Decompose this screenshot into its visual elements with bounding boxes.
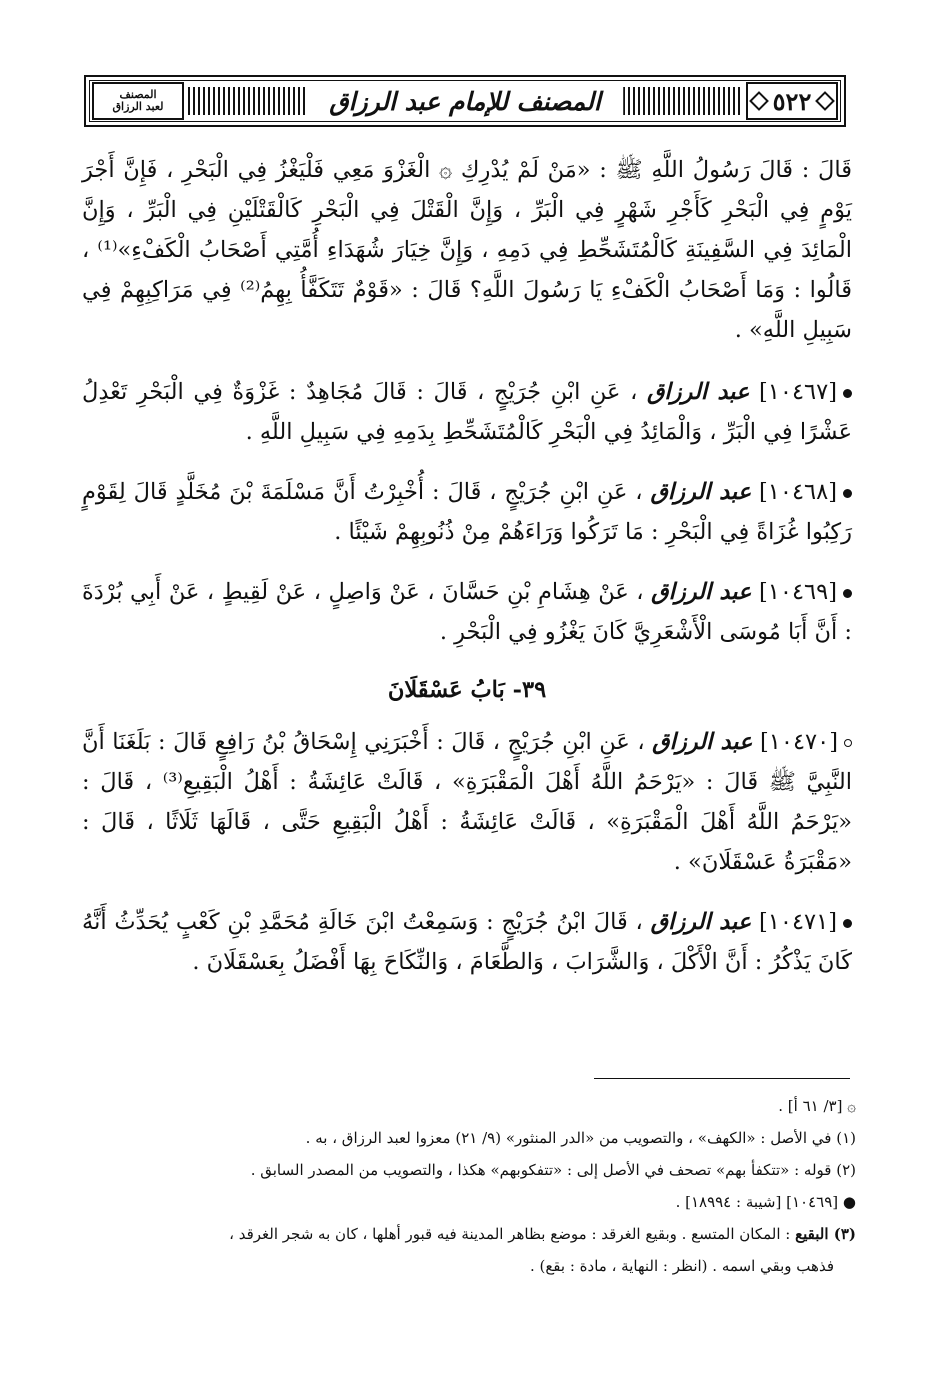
running-title: المصنف للإمام عبد الرزاق (329, 86, 601, 116)
chapter-title: ٣٩- بَابُ عَسْقَلَانَ (387, 677, 547, 703)
paragraph-text: ، عَنِ ابْنِ جُرَيْجٍ ، قَالَ : أَخْبَرَنِي إِسْحَاقُ بْنُ رَافِعٍ قَالَ : بَلَغَنَا أَنَّ النَّبِيَّ ﷺ قَالَ : «يَرْحَمُ اللَّهُ أَهْلَ الْمَقْبَرَةِ» ، قَالَتْ عَائِشَةُ : أَهْلُ الْبَقِيعِ⁽³⁾ ، قَالَ : «يَرْحَمُ اللَّهُ أَهْلَ الْمَقْبَرَةِ» ، قَالَتْ عَائِشَةُ : أَهْلُ الْبَقِيعِ حَتَّى ، قَالَهَا ثَلَاثًا ، قَالَ : «مَقْبَرَةُ عَسْقَلَانَ» . (82, 729, 852, 875)
footnote (82, 1221, 856, 1248)
hadith-paragraph (82, 150, 852, 350)
footnote: ● [١٠٤٦٩] [شيبة : ١٨٩٩٤] . (675, 1193, 856, 1211)
paragraph-text: ، عَنِ ابْنِ جُرَيْجٍ ، قَالَ : أُخْبِرْتُ أَنَّ مَسْلَمَةَ بْنَ مُخَلَّدٍ قَالَ لِقَوْمٍ رَكِبُوا غُزَاةً فِي الْبَحْرِ : مَا تَرَكُوا وَرَاءَهُمْ مِنْ ذُنُوبِهِمْ شَيْئًا . (82, 479, 852, 545)
author-name: عبد الرزاق (651, 579, 752, 605)
book-logo-cartouche (92, 82, 184, 120)
diamond-ornament-icon (749, 91, 769, 111)
filled-bullet-icon (843, 389, 852, 398)
hadith-number: [١٠٤٧١] (759, 909, 837, 935)
paragraph-text: ، عَنِ ابْنِ جُرَيْجٍ ، قَالَ : قَالَ مُجَاهِدٌ : غَزْوَةٌ فِي الْبَحْرِ تَعْدِلُ عَشْرًا فِي الْبَرِّ ، وَالْمَائِدُ فِي الْبَحْرِ كَالْمُتَشَحِّطِ بِدَمِهِ فِي سَبِيلِ اللَّهِ . (82, 379, 852, 445)
hadith-paragraph (82, 722, 852, 882)
footnote-separator (594, 1078, 850, 1079)
hollow-bullet-icon (844, 739, 852, 747)
footnote-term: (٣) البقيع (795, 1225, 856, 1243)
footnote-text: : المكان المتسع . وبقيع الغرقد : موضع بظاهر المدينة فيه قبور أهلها ، كان به شجر الغرقد ، (229, 1225, 791, 1243)
hadith-number: [١٠٤٦٩] (759, 579, 838, 605)
book-logo (113, 89, 164, 113)
filled-bullet-icon (843, 489, 852, 498)
paragraph-text: ، عَنْ هِشَامِ بْنِ حَسَّانَ ، عَنْ وَاصِلٍ ، عَنْ لَقِيطٍ ، عَنْ أَبِي بُرْدَةَ : أَنَّ أَبَا مُوسَى الْأَشْعَرِيَّ كَانَ يَغْزُو فِي الْبَحْرِ . (82, 579, 852, 645)
author-name: عبد الرزاق (650, 909, 752, 935)
author-name: عبد الرزاق (652, 729, 753, 755)
hadith-paragraph (82, 902, 852, 982)
paragraph-text: قَالَ : قَالَ رَسُولُ اللَّهِ ﷺ : «مَنْ لَمْ يُدْرِكِ ۞ الْغَزْوَ مَعِي فَلْيَغْزُ فِي الْبَحْرِ ، فَإِنَّ أَجْرَ يَوْمٍ فِي الْبَحْرِ كَأَجْرِ شَهْرٍ فِي الْبَرِّ ، وَإِنَّ الْقَتْلَ فِي الْبَحْرِ كَالْقَتْلَيْنِ فِي الْبَرِّ ، وَإِنَّ الْمَائِدَ فِي السَّفِينَةِ كَالْمُتَشَحِّطِ فِي دَمِهِ ، وَإِنَّ خِيَارَ شُهَدَاءِ أُمَّتِي أَصْحَابُ الْكَفْءِ»⁽¹⁾ ، قَالُوا : وَمَا أَصْحَابُ الْكَفْءِ يَا رَسُولَ اللَّهِ؟ قَالَ : «قَوْمٌ تَتَكَفَّأُ بِهِمُ⁽²⁾ فِي مَرَاكِبِهِمْ فِي سَبِيلِ اللَّهِ» . (82, 157, 852, 343)
hadith-number: [١٠٤٦٧] (759, 379, 837, 405)
footnote: (١) في الأصل : «الكهف» ، والتصويب من «الدر المنثور» (٩/ ٢١) معزوا لعبد الرزاق ، به . (305, 1129, 856, 1147)
footnote: (٢) قوله : «تتكفأ بهم» تصحف في الأصل إلى : «تتفكوبهم» هكذا ، والتصويب من المصدر السابق . (250, 1161, 856, 1179)
footnote: ۞ [٣/ ٦١ أ] . (778, 1097, 856, 1115)
main-text (82, 150, 852, 1002)
hadith-paragraph (82, 372, 852, 452)
hadith-paragraph (82, 572, 852, 652)
hadith-number: [١٠٤٧٠] (760, 729, 838, 755)
page-header (84, 75, 846, 127)
footnotes (82, 1093, 856, 1285)
book-logo-line1: المصنف (119, 88, 157, 101)
filled-bullet-icon (843, 589, 852, 598)
diamond-ornament-icon (815, 91, 835, 111)
filled-bullet-icon (843, 919, 852, 928)
running-title-box (307, 81, 623, 121)
book-logo-line2: لعبد الرزاق (112, 100, 164, 113)
page-number-cartouche (746, 82, 838, 120)
footnote-continuation: فذهب وبقي اسمه . (انظر : النهاية ، مادة : بقع) . (529, 1257, 834, 1275)
hadith-paragraph (82, 472, 852, 552)
paragraph-text: ، قَالَ ابْنُ جُرَيْجٍ : وَسَمِعْتُ ابْنَ خَالَةِ مُحَمَّدِ بْنِ كَعْبٍ يُحَدِّثُ أَنَّهُ كَانَ يَذْكُرُ : أَنَّ الْأَكْلَ ، وَالشَّرَابَ ، وَالطَّعَامَ ، وَالنِّكَاحَ بِهَا أَفْضَلُ بِعَسْقَلَانَ . (82, 909, 852, 975)
hadith-number: [١٠٤٦٨] (759, 479, 837, 505)
page-number: ٥٢٢ (772, 86, 812, 116)
author-name: عبد الرزاق (646, 379, 750, 405)
author-name: عبد الرزاق (650, 479, 752, 505)
